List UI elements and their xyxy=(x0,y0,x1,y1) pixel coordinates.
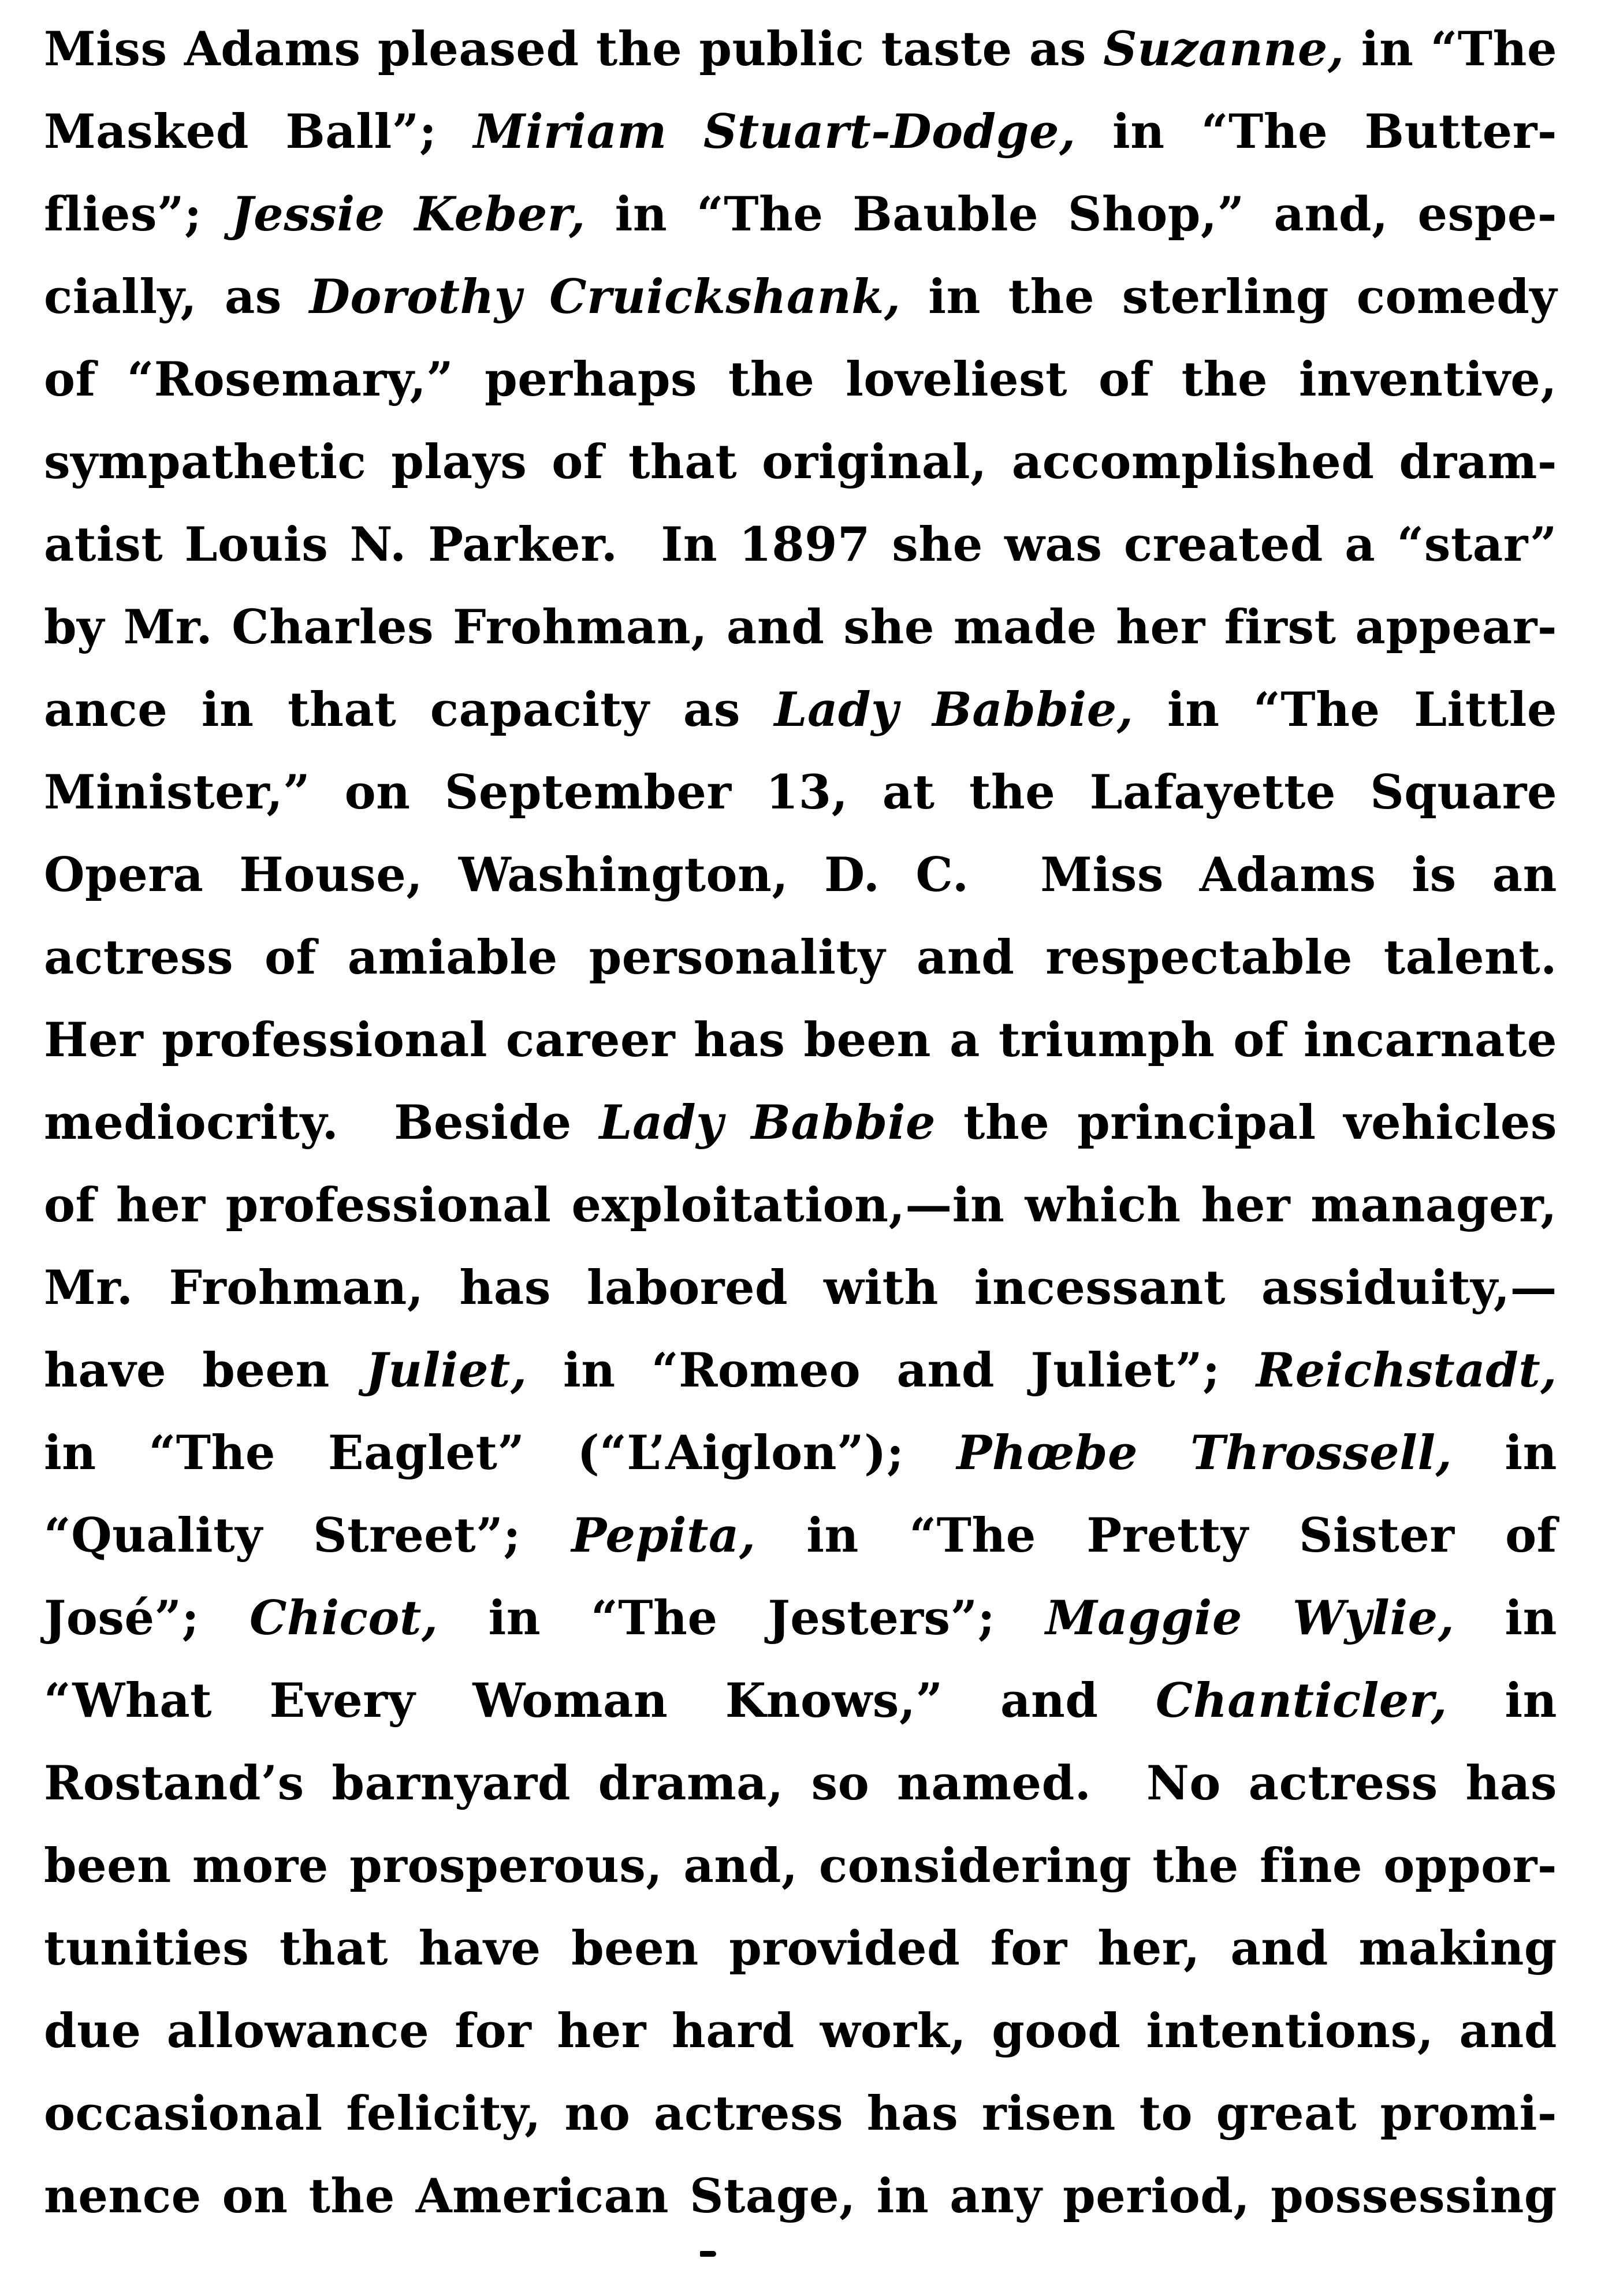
text-line xyxy=(44,256,1557,338)
text-line xyxy=(44,586,1557,669)
text-segment: in “The xyxy=(1344,22,1557,77)
text-segment: in “Romeo and Juliet”; xyxy=(527,1343,1256,1398)
text-segment: in “The Bauble Shop,” and, espe- xyxy=(585,187,1557,242)
text-line xyxy=(44,669,1557,751)
text-line xyxy=(44,2155,1557,2238)
text-line xyxy=(44,1660,1557,1742)
text-segment: mediocrity. Beside xyxy=(44,1095,600,1150)
italic-text-segment: Phœbe Throssell, xyxy=(956,1426,1453,1481)
text-segment: in “The Little xyxy=(1133,683,1557,737)
text-line xyxy=(44,173,1557,256)
text-segment: actress of amiable personality and respectable talent. xyxy=(44,930,1557,985)
text-segment: in xyxy=(1452,1426,1557,1481)
text-line xyxy=(44,1907,1557,1990)
text-line xyxy=(44,1825,1557,1907)
text-segment: by Mr. Charles Frohman, and she made her first appear- xyxy=(44,600,1557,655)
text-line xyxy=(44,1990,1557,2073)
text-segment: in “The Jesters”; xyxy=(438,1591,1046,1646)
text-segment: in “The Butter- xyxy=(1075,105,1557,159)
text-line xyxy=(44,421,1557,504)
text-segment: Mr. Frohman, has labored with incessant assiduity,— xyxy=(44,1261,1557,1315)
text-line xyxy=(44,2073,1557,2155)
text-segment: sympathetic plays of that original, accomplished dram- xyxy=(44,435,1557,490)
text-segment: flies”; xyxy=(44,187,232,242)
text-segment: of “Rosemary,” perhaps the loveliest of the inventive, xyxy=(44,352,1557,407)
italic-text-segment: Chicot, xyxy=(249,1591,438,1646)
text-segment: in xyxy=(1454,1591,1557,1646)
text-segment: Minister,” on September 13, at the Lafayette Square xyxy=(44,765,1557,820)
text-segment: in the sterling comedy xyxy=(900,270,1557,325)
text-line xyxy=(44,1494,1557,1577)
text-segment: atist Louis N. Parker. In 1897 she was created a “star” xyxy=(44,517,1557,572)
text-line xyxy=(44,1247,1557,1329)
text-segment: cially, as xyxy=(44,270,310,325)
text-segment: have been xyxy=(44,1343,366,1398)
text-line xyxy=(44,1742,1557,1825)
italic-text-segment: Maggie Wylie, xyxy=(1045,1591,1455,1646)
text-line xyxy=(44,834,1557,916)
italic-text-segment: Lady Babbie, xyxy=(774,683,1134,737)
italic-text-segment: Miriam Stuart-Dodge, xyxy=(473,105,1076,159)
text-segment: of her professional exploitation,—in which her manager, xyxy=(44,1178,1557,1233)
text-line xyxy=(44,1329,1557,1412)
text-line xyxy=(44,338,1557,421)
italic-text-segment: Chanticler, xyxy=(1155,1673,1447,1728)
text-segment: nence on the American Stage, in any period, possessing xyxy=(44,2169,1557,2224)
text-segment: José”; xyxy=(44,1591,250,1646)
text-segment: tunities that have been provided for her, and making xyxy=(44,1921,1557,1976)
text-segment: Rostand’s barnyard drama, so named. No actress has xyxy=(44,1756,1557,1811)
text-line xyxy=(44,504,1557,586)
text-line xyxy=(44,8,1557,91)
italic-text-segment: Juliet, xyxy=(366,1343,527,1398)
text-segment: “What Every Woman Knows,” and xyxy=(44,1673,1156,1728)
italic-text-segment: Dorothy Cruickshank, xyxy=(309,270,901,325)
text-line xyxy=(44,916,1557,999)
text-line xyxy=(44,1164,1557,1247)
text-line xyxy=(44,1577,1557,1660)
text-segment: Masked Ball”; xyxy=(44,105,474,159)
text-segment: “Quality Street”; xyxy=(44,1508,572,1563)
text-segment: the principal vehicles xyxy=(936,1095,1557,1150)
text-segment: due allowance for her hard work, good intentions, and xyxy=(44,2004,1557,2059)
text-line xyxy=(44,999,1557,1082)
italic-text-segment: Reichstadt, xyxy=(1256,1343,1557,1398)
text-line xyxy=(44,91,1557,173)
text-line xyxy=(44,1412,1557,1494)
text-segment: in “The Eaglet” (“L’Aiglon”); xyxy=(44,1426,957,1481)
italic-text-segment: Lady Babbie xyxy=(599,1095,936,1150)
text-segment: in xyxy=(1447,1673,1557,1728)
text-segment: ance in that capacity as xyxy=(44,683,775,737)
text-segment: in “The Pretty Sister of xyxy=(755,1508,1557,1563)
text-segment: been more prosperous, and, considering the fine oppor- xyxy=(44,1839,1557,1894)
ink-mark xyxy=(700,2251,716,2257)
italic-text-segment: Pepita, xyxy=(571,1508,756,1563)
text-segment: Her professional career has been a triumph of incarnate xyxy=(44,1013,1557,1068)
italic-text-segment: Jessie Keber, xyxy=(231,187,586,242)
paragraph xyxy=(44,8,1557,2238)
text-line xyxy=(44,751,1557,834)
text-segment: Opera House, Washington, D. C. Miss Adams is an xyxy=(44,848,1557,903)
text-line xyxy=(44,1082,1557,1164)
text-segment: occasional felicity, no actress has risen to great promi- xyxy=(44,2086,1557,2141)
italic-text-segment: Suzanne, xyxy=(1103,22,1345,77)
text-segment: Miss Adams pleased the public taste as xyxy=(44,22,1104,77)
